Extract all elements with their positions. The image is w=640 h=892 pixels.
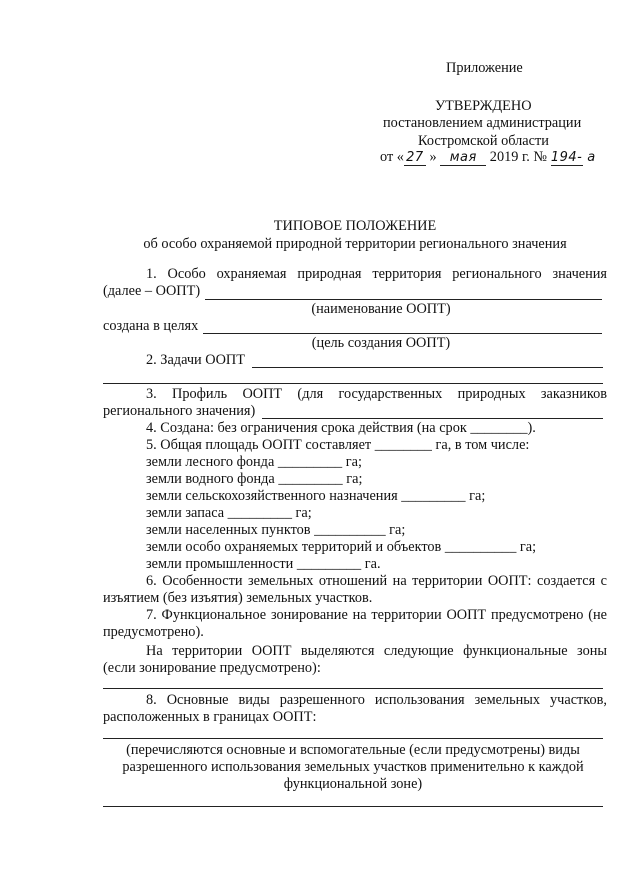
- item-4: 4. Создана: без ограничения срока действия (на срок ________).: [146, 420, 536, 436]
- zones-line-1: На территории ООПТ выделяются следующие функциональные зоны: [146, 643, 607, 659]
- tasks-field-line: [252, 367, 603, 368]
- tasks-field-line-2: [103, 383, 603, 384]
- date-prefix: от «: [380, 149, 404, 165]
- land-use-hint-2: разрешенного использования земельных участков применительно к каждой: [122, 759, 584, 775]
- decree-day: 27: [404, 151, 426, 166]
- item-7-line-1: 7. Функциональное зонирование на территории ООПТ предусмотрено (не: [146, 607, 607, 623]
- zones-line-2: (если зонирование предусмотрено):: [103, 660, 321, 676]
- land-reserve: земли запаса _________ га;: [146, 505, 312, 521]
- land-use-hint-3: функциональной зоне): [283, 776, 423, 792]
- item-3-line-1: 3. Профиль ООПТ (для государственных природных заказников: [146, 386, 607, 402]
- purpose-hint: (цель создания ООПТ): [311, 335, 451, 351]
- item-5: 5. Общая площадь ООПТ составляет ________ га, в том числе:: [146, 437, 530, 453]
- profile-field-line: [262, 418, 603, 419]
- zones-field-line: [103, 688, 603, 689]
- item-6-line-1: 6. Особенности земельных отношений на территории ООПТ: создается с: [146, 573, 607, 589]
- item-1-line-3: создана в целях: [103, 318, 199, 334]
- item-2: 2. Задачи ООПТ: [146, 352, 245, 368]
- land-protected: земли особо охраняемых территорий и объектов __________ га;: [146, 539, 537, 555]
- decree-month: мая: [440, 151, 486, 166]
- item-8-line-2: расположенных в границах ООПТ:: [103, 709, 317, 725]
- document-title: ТИПОВОЕ ПОЛОЖЕНИЕ: [273, 218, 437, 234]
- decree-number: 194-: [550, 150, 583, 165]
- land-settlements: земли населенных пунктов __________ га;: [146, 522, 406, 538]
- land-forest: земли лесного фонда _________ га;: [146, 454, 362, 470]
- region-line: Костромской области: [418, 133, 549, 149]
- land-agricultural: земли сельскохозяйственного назначения _________ га;: [146, 488, 486, 504]
- item-7-line-2: предусмотрено).: [103, 624, 204, 640]
- decree-line: постановлением администрации: [383, 115, 582, 131]
- decree-date-line: [380, 149, 596, 166]
- item-3-line-2: регионального значения): [103, 403, 256, 419]
- ooptname-hint: (наименование ООПТ): [311, 301, 451, 317]
- date-year: 2019 г. №: [486, 149, 551, 165]
- land-use-field-line: [103, 738, 603, 739]
- land-use-hint-1: (перечисляются основные и вспомогательные (если предусмотрены) виды: [126, 742, 580, 758]
- land-water: земли водного фонда _________ га;: [146, 471, 363, 487]
- approved-label: УТВЕРЖДЕНО: [435, 98, 532, 114]
- item-8-line-1: 8. Основные виды разрешенного использования земельных участков,: [146, 692, 607, 708]
- ooptname-field-line: [205, 299, 602, 300]
- document-subtitle: об особо охраняемой природной территории регионального значения: [143, 236, 567, 252]
- land-use-field-line-2: [103, 806, 603, 807]
- item-1-line-2: (далее – ООПТ): [103, 283, 201, 299]
- date-separator: »: [425, 149, 441, 165]
- appendix-label: Приложение: [446, 60, 523, 76]
- item-6-line-2: изъятием (без изъятия) земельных участков.: [103, 590, 373, 606]
- decree-number-suffix: а: [582, 150, 596, 165]
- item-1-line-1: 1. Особо охраняемая природная территория регионального значения: [146, 266, 607, 282]
- purpose-field-line: [203, 333, 602, 334]
- land-industrial: земли промышленности _________ га.: [146, 556, 381, 572]
